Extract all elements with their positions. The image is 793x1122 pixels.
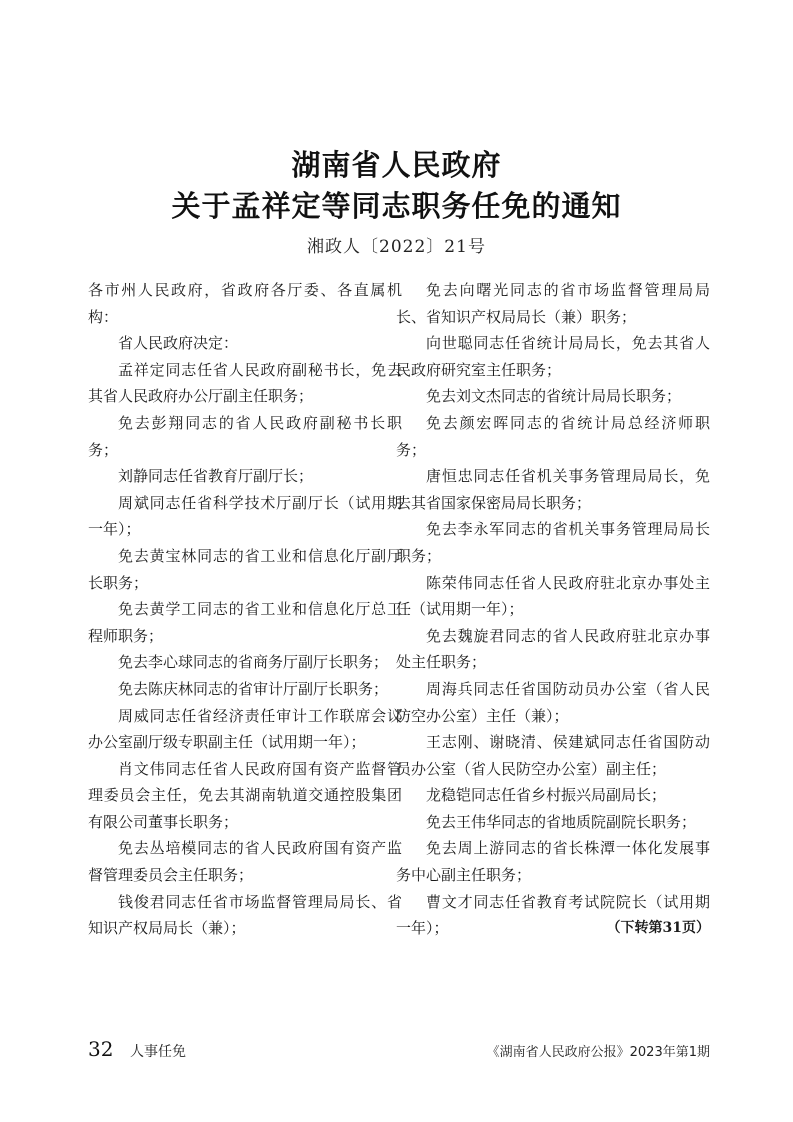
left-column [88,277,402,942]
paragraph: 肖文伟同志任省人民政府国有资产监督管理委员会主任，免去其湖南轨道交通控股集团有限公司董事长职务； [88,759,402,831]
paragraph: 免去向曙光同志的省市场监督管理局局长、省知识产权局局长（兼）职务； [396,281,710,326]
paragraph: 省人民政府决定： [118,334,239,353]
section-name: 人事任免 [130,1044,186,1060]
paragraph: 陈荣伟同志任省人民政府驻北京办事处主任（试用期一年）； [396,573,710,619]
paragraph: 唐恒忠同志任省机关事务管理局局长，免去其省国家保密局局长职务； [396,467,710,512]
paragraph-text: 曹文才同志任省教育考试院院长（试用期一年）； [396,892,710,938]
salutation: 各市州人民政府，省政府各厅委、各直属机构： [88,281,402,326]
page-footer [88,1037,710,1067]
title-line-1: 湖南省人民政府 [291,148,502,182]
paragraph: 免去黄宝林同志的省工业和信息化厅副厅长职务； [88,546,402,592]
paragraph: 周海兵同志任省国防动员办公室（省人民防空办公室）主任（兼）； [396,679,710,725]
continued-note: （下转第31页） [606,920,710,937]
paragraph: 免去彭翔同志的省人民政府副秘书长职务； [88,413,402,459]
paragraph: 免去黄学工同志的省工业和信息化厅总工程师职务； [88,600,402,645]
right-column [396,277,710,942]
paragraph: 周斌同志任省科学技术厅副厅长（试用期一年）； [88,493,402,539]
paragraph: 免去颜宏晖同志的省统计局总经济师职务； [396,413,710,459]
paragraph-last [396,889,710,942]
paragraph: 免去刘文杰同志的省统计局局长职务； [426,387,682,406]
paragraph: 免去王伟华同志的省地质院副院长职务； [426,812,697,831]
paragraph: 刘静同志任省教育厅副厅长； [118,467,314,486]
paragraph: 免去李心球同志的省商务厅副厅长职务； [118,653,389,672]
paragraph: 王志刚、谢晓清、侯建斌同志任省国防动员办公室（省人民防空办公室）副主任； [396,733,710,778]
paragraph: 免去李永军同志的省机关事务管理局局长职务； [396,520,710,565]
paragraph: 免去丛培模同志的省人民政府国有资产监督管理委员会主任职务； [88,839,402,885]
page-number: 32 [88,1037,114,1061]
paragraph: 免去魏旋君同志的省人民政府驻北京办事处主任职务； [396,626,710,672]
publication-name: 《湖南省人民政府公报》2023年第1期 [486,1045,710,1060]
paragraph: 周威同志任省经济责任审计工作联席会议办公室副厅级专职副主任（试用期一年）； [88,706,402,752]
paragraph: 钱俊君同志任省市场监督管理局局长、省知识产权局局长（兼）； [88,892,402,938]
paragraph: 向世聪同志任省统计局局长，免去其省人民政府研究室主任职务； [396,334,710,379]
title-line-2: 关于孟祥定等同志职务任免的通知 [171,189,622,223]
document-number: 湘政人〔2022〕21号 [307,237,486,257]
paragraph: 免去周上游同志的省长株潭一体化发展事务中心副主任职务； [396,839,710,885]
paragraph: 龙稳铠同志任省乡村振兴局副局长； [426,786,667,805]
paragraph: 免去陈庆林同志的省审计厅副厅长职务； [118,679,389,698]
paragraph: 孟祥定同志任省人民政府副秘书长，免去其省人民政府办公厅副主任职务； [88,360,402,406]
